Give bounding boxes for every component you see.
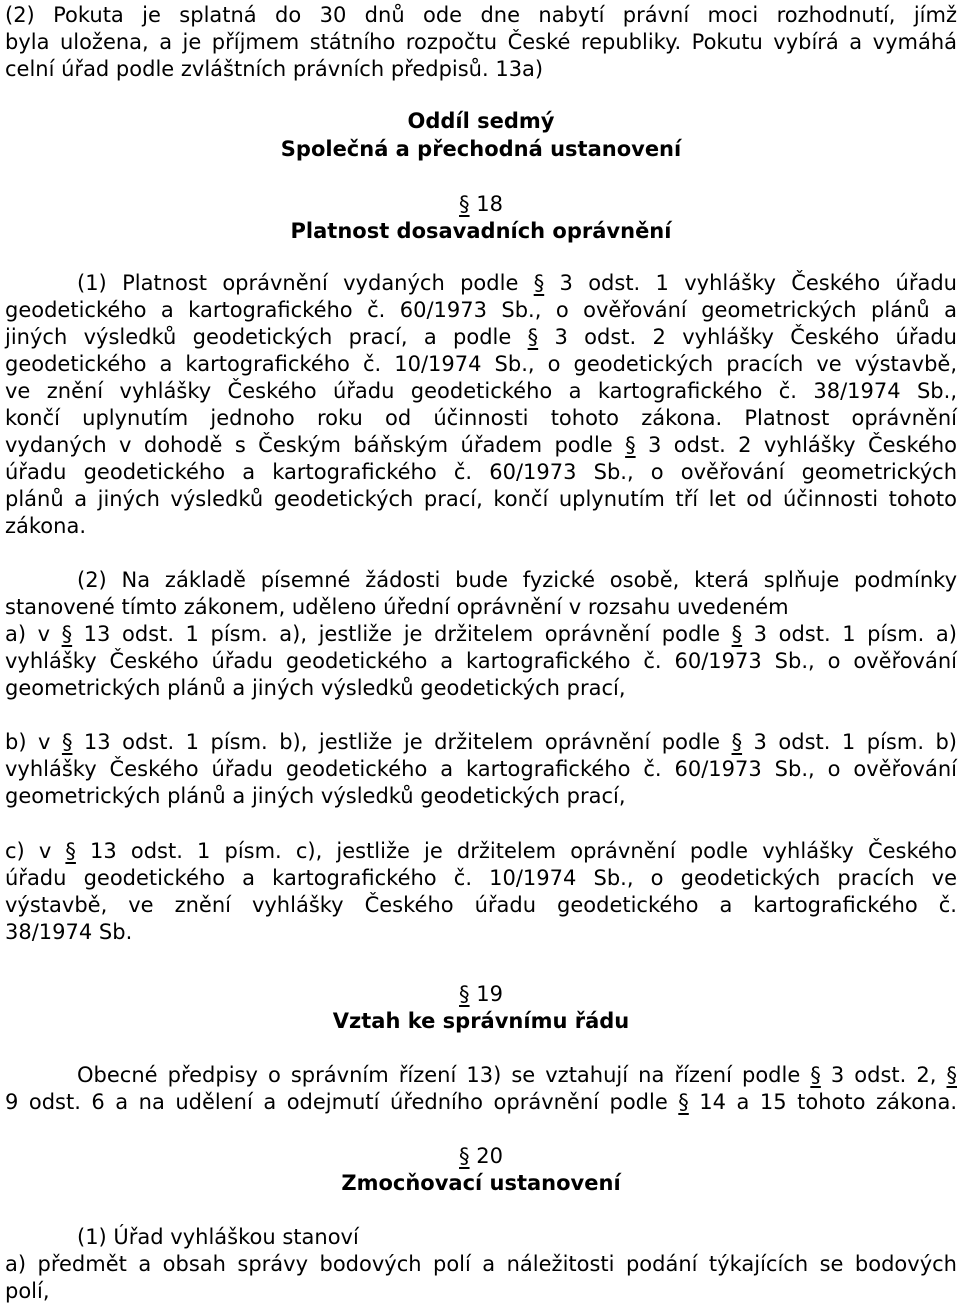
section-sign: §	[65, 839, 76, 863]
section-sign: §	[533, 271, 545, 295]
text-line: ve znění vyhlášky Českého úřadu geodetického a kartografického č. 38/1974 Sb.,	[5, 379, 957, 403]
section-sign: §	[61, 622, 73, 646]
section-sign: §	[731, 622, 743, 646]
section-subheading: Společná a přechodná ustanovení	[280, 137, 682, 161]
section-sign: §	[625, 433, 636, 457]
paragraph-number: § 20	[459, 1144, 503, 1168]
list-item-line: vyhlášky Českého úřadu geodetického a kartografického č. 60/1973 Sb., o ověřování	[5, 649, 957, 673]
paragraph-number: § 19	[459, 982, 503, 1006]
list-item-line: a) předmět a obsah správy bodových polí a náležitosti podání týkajících se bodových	[5, 1252, 957, 1276]
text-line: byla uložena, a je příjmem státního rozpočtu České republiky. Pokutu vybírá a vymáhá	[5, 30, 957, 54]
text-line: celní úřad podle zvláštních právních předpisů. 13a)	[5, 57, 544, 81]
section-sign: §	[459, 1144, 470, 1168]
text-line: (1) Platnost oprávnění vydaných podle § 3 odst. 1 vyhlášky Českého úřadu	[77, 271, 957, 295]
section-sign: §	[459, 192, 470, 216]
text-line: 9 odst. 6 a na udělení a odejmutí úředního oprávnění podle § 14 a 15 tohoto zákona.	[5, 1090, 957, 1114]
text-line: (2) Na základě písemné žádosti bude fyzické osobě, která splňuje podmínky	[77, 568, 957, 592]
paragraph-title: Vztah ke správnímu řádu	[332, 1009, 630, 1033]
list-item-line: a) v § 13 odst. 1 písm. a), jestliže je držitelem oprávnění podle § 3 odst. 1 písm. a)	[5, 622, 957, 646]
text-line: stanovené tímto zákonem, uděleno úřední oprávnění v rozsahu uvedeném	[5, 595, 789, 619]
text-line: jiných výsledků geodetických prací, a podle § 3 odst. 2 vyhlášky Českého úřadu	[5, 325, 957, 349]
paragraph-title: Zmocňovací ustanovení	[341, 1171, 621, 1195]
text-line: zákona.	[5, 514, 87, 538]
text-line: geodetického a kartografického č. 60/1973 Sb., o ověřování geometrických plánů a	[5, 298, 957, 322]
section-sign: §	[810, 1063, 821, 1087]
list-item-line: b) v § 13 odst. 1 písm. b), jestliže je držitelem oprávnění podle § 3 odst. 1 písm. b)	[5, 730, 958, 754]
section-sign: §	[678, 1090, 689, 1114]
paragraph-title: Platnost dosavadních oprávnění	[290, 219, 672, 243]
text-line: geodetického a kartografického č. 10/1974 Sb., o geodetických pracích ve výstavbě,	[5, 352, 957, 376]
text-line: (2) Pokuta je splatná do 30 dnů ode dne nabytí právní moci rozhodnutí, jímž	[5, 3, 957, 27]
text-line: (1) Úřad vyhláškou stanoví	[77, 1225, 359, 1249]
text-line: Obecné předpisy o správním řízení 13) se vztahují na řízení podle § 3 odst. 2, §	[77, 1063, 957, 1087]
list-item-line: polí,	[5, 1279, 50, 1303]
list-item-line: 38/1974 Sb.	[5, 920, 133, 944]
list-item-line: úřadu geodetického a kartografického č. 10/1974 Sb., o geodetických pracích ve	[5, 866, 957, 890]
section-sign: §	[527, 325, 539, 349]
section-sign: §	[946, 1063, 957, 1087]
list-item-line: c) v § 13 odst. 1 písm. c), jestliže je držitelem oprávnění podle vyhlášky Českého	[5, 839, 957, 863]
list-item-line: geometrických plánů a jiných výsledků geodetických prací,	[5, 784, 626, 808]
list-item-line: geometrických plánů a jiných výsledků geodetických prací,	[5, 676, 626, 700]
text-line: úřadu geodetického a kartografického č. 60/1973 Sb., o ověřování geometrických	[5, 460, 957, 484]
text-line: plánů a jiných výsledků geodetických prací, končí uplynutím tří let od účinnosti tohoto	[5, 487, 957, 511]
text-line: končí uplynutím jednoho roku od účinnosti tohoto zákona. Platnost oprávnění	[5, 406, 957, 430]
section-sign: §	[61, 730, 73, 754]
section-sign: §	[459, 982, 470, 1006]
section-sign: §	[731, 730, 743, 754]
text-line: vydaných v dohodě s Českým báňským úřadem podle § 3 odst. 2 vyhlášky Českého	[5, 433, 957, 457]
list-item-line: vyhlášky Českého úřadu geodetického a kartografického č. 60/1973 Sb., o ověřování	[5, 757, 957, 781]
paragraph-number: § 18	[459, 192, 503, 216]
section-heading: Oddíl sedmý	[407, 109, 555, 133]
list-item-line: výstavbě, ve znění vyhlášky Českého úřadu geodetického a kartografického č.	[5, 893, 957, 917]
